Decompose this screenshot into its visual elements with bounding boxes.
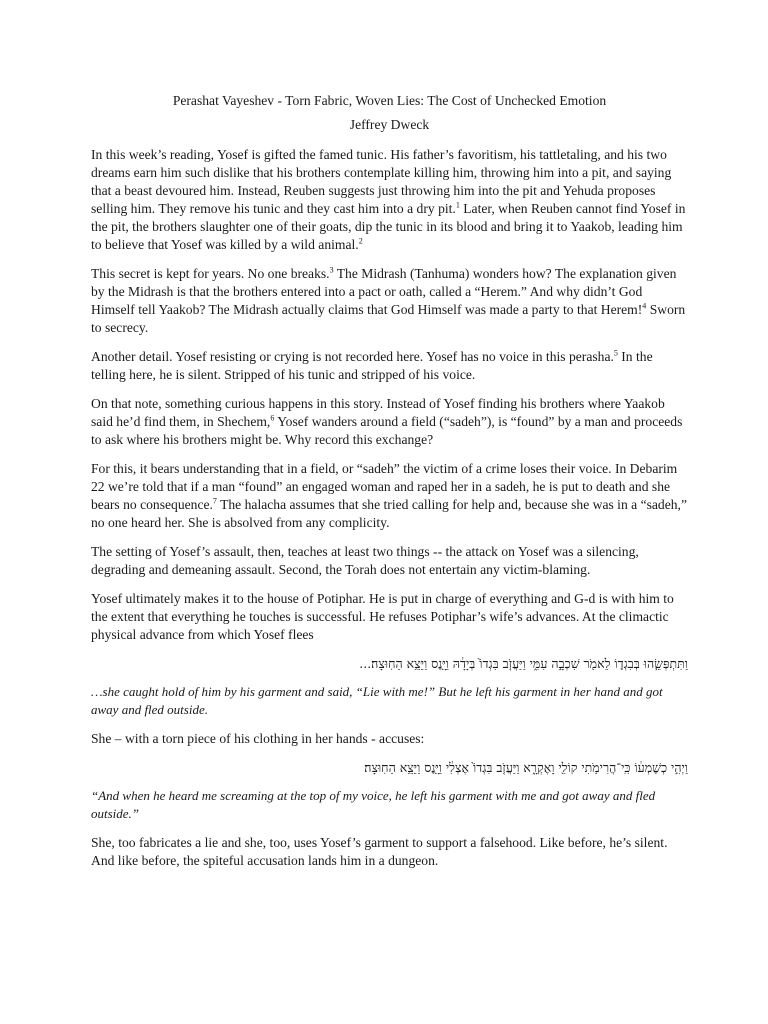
paragraph-dungeon: She, too fabricates a lie and she, too, uses Yosef’s garment to support a falsehood. Like before, he’s silent. And like before, the spiteful accusation lands him in a dungeon. [91,835,668,868]
paragraph-text: Later, when Reuben cannot find Yosef in the pit, the brothers slaughter one of their goats, dip the tunic in its blood and bring it to Yaakob, leading him to believe that Yosef was killed by a wild animal. [91,201,686,252]
paragraph-potiphar: Yosef ultimately makes it to the house of Potiphar. He is put in charge of everything and G-d is with him to the extent that everything he touches is successful. He refuses Potiphar’s wife’s advances. At the climactic physical advance from which Yosef flees [91,591,674,642]
paragraph-text: In this week’s reading, Yosef is gifted the famed tunic. His father’s favoritism, his tattletaling, and his two dreams earn him such dislike that his brothers contemplate killing him, throwing him into a pit, and saying that a beast devoured him. Instead, Reuben suggests just throwing him into the pit and Yehuda proposes selling him. They remove his tunic and they cast him into a dry pit. [91,147,672,216]
footnote-marker-3[interactable]: 3 [329,265,334,275]
footnote-marker-2[interactable]: 2 [358,236,363,246]
document-title: Perashat Vayeshev - Torn Fabric, Woven Lies: The Cost of Unchecked Emotion [172,93,607,108]
paragraph-text: Yosef wanders around a field (“sadeh”), is “found” by a man and proceeds to ask where his brothers might be. Why record this exchange? [91,414,683,447]
paragraph-text: For this, it bears understanding that in a field, or “sadeh” the victim of a crime loses their voice. In Debarim 22 we’re told that if a man “found” an engaged woman and raped her in a sadeh, he is put to death and she bears no consequence. [91,461,678,512]
paragraph-secret [91,265,688,337]
footnote-marker-5[interactable]: 5 [613,348,618,358]
paragraph-text: Sworn to secrecy. [91,302,686,335]
paragraph-text: The halacha assumes that she tried calling for help and, because she was in a “sadeh,” no one heard her. She is absolved from any complicity. [91,497,687,530]
translation-verse-2: “And when he heard me screaming at the top of my voice, he left his garment with me and got away and fled outside.” [91,788,656,821]
paragraph-accuses: She – with a torn piece of his clothing in her hands - accuses: [91,731,425,746]
hebrew-verse-2: וַיְהִ֣י כְשׇׁמְע֔וֹ כִּֽי־הֲרִימֹ֥תִי קוֹלִ֖י וָאֶקְרָ֑א וַיַּעֲזֹ֤ב בִּגְדוֹ֙ אֶצְלִ֔י וַיָּ֖נׇס וַיֵּצֵ֥א הַחֽוּצָה׃ [364,760,688,775]
paragraph-assault: The setting of Yosef’s assault, then, teaches at least two things -- the attack on Yosef was a silencing, degrading and demeaning assault. Second, the Torah does not entertain any victim-blaming. [91,544,639,577]
paragraph-silence [91,348,688,384]
paragraph-text: In the telling here, he is silent. Stripped of his tunic and stripped of his voice. [91,349,653,382]
footnote-marker-7[interactable]: 7 [212,496,217,506]
paragraph-tunic [91,146,688,254]
paragraph-text: Another detail. Yosef resisting or crying is not recorded here. Yosef has no voice in this perasha. [91,349,614,364]
translation-verse-1: …she caught hold of him by his garment and said, “Lie with me!” But he left his garment in her hand and got away and fled outside. [91,684,663,717]
paragraph-text: The Midrash (Tanhuma) wonders how? The explanation given by the Midrash is that the brothers entered into a pact or oath, called a “Herem.” And why didn’t God Himself tell Yaakob? The Midrash actually claims that God Himself was made a party to that Herem! [91,266,677,317]
author-name: Jeffrey Dweck [349,117,430,132]
paragraph-sadeh [91,460,688,532]
paragraph-field [91,395,688,449]
paragraph-text: This secret is kept for years. No one breaks. [91,266,330,281]
paragraph-text: On that note, something curious happens in this story. Instead of Yosef finding his brothers where Yaakob said he’d find them, in Shechem, [91,396,665,429]
footnote-marker-4[interactable]: 4 [642,301,647,311]
hebrew-verse-1: וַתִּתְפְּשֵׂ֧הוּ בְּבִגְד֛וֹ לֵאמֹ֖ר שִׁכְבָ֣ה עִמִּ֑י וַיַּעֲזֹ֤ב בִּגְדוֹ֙ בְּיָדָ֔הּ וַיָּ֖נׇס וַיֵּצֵ֥א הַחֽוּצָה׃... [359,656,688,671]
footnote-marker-1[interactable]: 1 [455,200,460,210]
footnote-marker-6[interactable]: 6 [270,413,275,423]
